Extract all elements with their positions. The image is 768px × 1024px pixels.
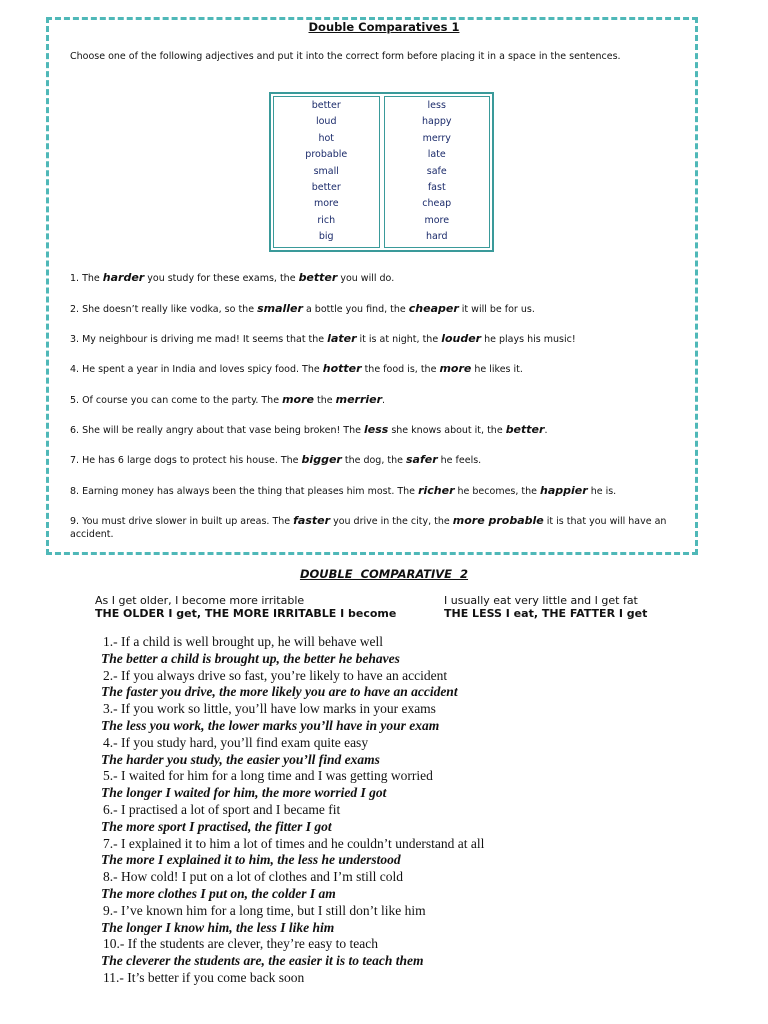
sentence-text: you drive in the city, the <box>330 516 453 527</box>
adjective-cell: hot <box>318 132 335 144</box>
exercise-1-sentence <box>70 271 690 285</box>
answer-word: more probable <box>452 514 544 527</box>
sentence-text: 2. She doesn’t really like vodka, so the <box>70 304 258 315</box>
answer-word: louder <box>441 332 482 345</box>
sentence-text: . <box>544 425 548 436</box>
answer-word: smaller <box>257 302 303 315</box>
answer-word: happier <box>540 484 588 497</box>
sentence-text: the food is, the <box>361 364 440 375</box>
exercise-2-question: 10.- If the students are clever, they’re easy to teach <box>103 936 378 952</box>
exercise-2-answer: The longer I waited for him, the more worried I got <box>101 785 387 801</box>
exercise-1-sentence <box>70 393 690 407</box>
example-left-question: As I get older, I become more irritable <box>95 594 305 607</box>
sentence-text: you will do. <box>337 273 395 284</box>
adjective-cell: small <box>313 165 339 177</box>
answer-word: better <box>505 423 545 436</box>
answer-word: cheaper <box>408 302 459 315</box>
sentence-text: 6. She will be really angry about that vase being broken! The <box>70 425 364 436</box>
sentence-text: it is that you will have an accident. <box>70 516 667 540</box>
exercise-2-answer: The cleverer the students are, the easier it is to teach them <box>101 953 424 969</box>
example-left-answer: THE OLDER I get, THE MORE IRRITABLE I become <box>95 607 397 620</box>
adjective-cell: better <box>311 100 341 111</box>
exercise-2-answer: The more clothes I put on, the colder I am <box>101 886 336 901</box>
exercise-2-answer: The less you work, the lower marks you’ll have in your exam <box>101 718 440 733</box>
adjective-cell: rich <box>317 214 336 226</box>
adjective-cell: fast <box>427 181 446 193</box>
answer-word: merrier <box>335 393 383 406</box>
answer-word: harder <box>102 271 145 284</box>
sentence-text: he likes it. <box>471 364 523 375</box>
answer-word: better <box>298 271 338 284</box>
exercise-1-sentence <box>70 302 690 316</box>
sentence-text: 3. My neighbour is driving me mad! It seems that the <box>70 334 328 345</box>
exercise-2-question: 7.- I explained it to him a lot of times and he couldn’t understand at all <box>103 835 485 851</box>
exercise-2-question: 9.- I’ve known him for a long time, but I still don’t like him <box>103 902 426 918</box>
exercise-1-sentence <box>70 362 690 376</box>
adjective-cell: more <box>424 214 450 226</box>
answer-word: faster <box>293 514 331 527</box>
exercise-2-question: 8.- How cold! I put on a lot of clothes and I’m still cold <box>103 869 403 885</box>
adjective-cell: better <box>311 181 341 193</box>
exercise-2-answer: The faster you drive, the more likely you are to have an accident <box>101 684 458 700</box>
sentence-text: a bottle you find, the <box>302 304 409 315</box>
adjective-cell: probable <box>305 149 348 161</box>
sentence-text: 7. He has 6 large dogs to protect his house. The <box>70 455 302 466</box>
sentence-text: he is. <box>587 486 617 497</box>
example-right-question: I usually eat very little and I get fat <box>444 594 638 607</box>
exercise-2-answer: The harder you study, the easier you’ll find exams <box>101 751 380 767</box>
adjective-cell: safe <box>426 165 447 177</box>
adjective-table <box>269 92 494 252</box>
sentence-text: 9. You must drive slower in built up areas. The <box>70 516 294 527</box>
sentence-text: he plays his music! <box>481 334 576 345</box>
exercise-2-question: 4.- If you study hard, you’ll find exam quite easy <box>103 734 369 750</box>
adjective-cell: less <box>427 100 446 111</box>
exercise-2-question: 2.- If you always drive so fast, you’re likely to have an accident <box>103 667 448 683</box>
exercise-2-answer: The longer I know him, the less I like him <box>101 919 335 935</box>
sentence-text: it is at night, the <box>356 334 442 345</box>
adjective-cell: hard <box>425 231 448 242</box>
sentence-text: 5. Of course you can come to the party. The <box>70 395 283 406</box>
answer-word: richer <box>418 484 455 497</box>
adjective-cell: happy <box>421 116 452 128</box>
answer-word: safer <box>405 453 438 466</box>
adjective-cell: big <box>318 231 334 242</box>
sentence-text: the <box>313 395 336 406</box>
adjective-column-left <box>273 96 380 248</box>
sentence-text: he feels. <box>437 455 482 466</box>
sentence-text: the dog, the <box>341 455 406 466</box>
sentence-text: . <box>382 395 386 406</box>
sentence-text: 4. He spent a year in India and loves spicy food. The <box>70 364 323 375</box>
adjective-column-right <box>384 96 491 248</box>
exercise-1-instruction: Choose one of the following adjectives and put it into the correct form before placing it in a space in the sentences. <box>70 51 621 62</box>
sentence-text: 8. Earning money has always been the thing that pleases him most. The <box>70 486 419 497</box>
sentence-text: 1. The <box>70 273 103 284</box>
sentence-text: he becomes, the <box>454 486 541 497</box>
adjective-cell: loud <box>315 116 337 128</box>
answer-word: later <box>327 332 357 345</box>
exercise-1-title: Double Comparatives 1 <box>308 20 460 34</box>
adjective-cell: more <box>313 198 339 210</box>
exercise-2-title: DOUBLE COMPARATIVE 2 <box>299 567 469 581</box>
exercise-2-answer: The more sport I practised, the fitter I got <box>101 818 332 834</box>
exercise-2-answer: The better a child is brought up, the better he behaves <box>101 650 400 666</box>
exercise-2-answer: The more I explained it to him, the less he understood <box>101 852 401 868</box>
exercise-1-sentence <box>70 484 690 498</box>
exercise-2-question: 5.- I waited for him for a long time and I was getting worried <box>103 768 433 784</box>
exercise-2-question: 3.- If you work so little, you’ll have low marks in your exams <box>103 701 436 717</box>
answer-word: bigger <box>301 453 342 466</box>
adjective-cell: cheap <box>422 198 452 210</box>
exercise-2-question: 1.- If a child is well brought up, he will behave well <box>103 634 384 649</box>
answer-word: more <box>282 393 314 406</box>
exercise-1-sentence <box>70 453 690 467</box>
answer-word: less <box>363 423 389 436</box>
answer-word: more <box>439 362 472 375</box>
exercise-1-sentence <box>70 332 690 346</box>
adjective-cell: late <box>427 149 446 161</box>
exercise-1-sentence <box>70 423 690 437</box>
exercise-2-question: 6.- I practised a lot of sport and I became fit <box>103 802 341 817</box>
exercise-1-sentence <box>70 514 690 541</box>
answer-word: hotter <box>322 362 362 375</box>
adjective-cell: merry <box>422 132 451 144</box>
sentence-text: you study for these exams, the <box>144 273 299 284</box>
example-right-answer: THE LESS I eat, THE FATTER I get <box>444 607 648 620</box>
sentence-text: she knows about it, the <box>388 425 506 436</box>
sentence-text: it will be for us. <box>458 304 535 315</box>
exercise-2-question: 11.- It’s better if you come back soon <box>103 970 305 985</box>
